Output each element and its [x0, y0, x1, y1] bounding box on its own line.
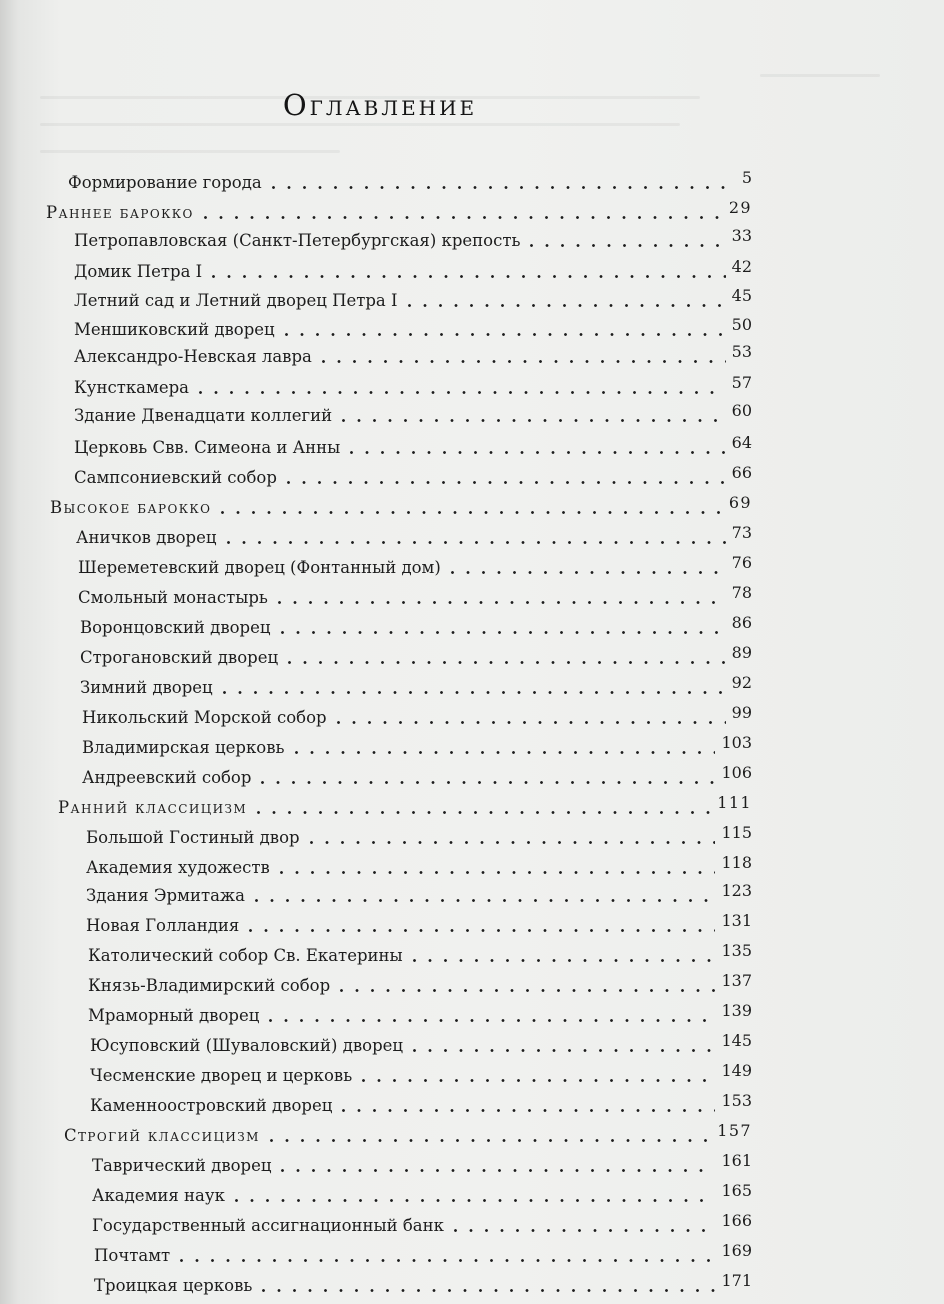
toc-row: [90, 1031, 752, 1058]
toc-page-number: 99: [731, 703, 752, 722]
toc-entry-title: Смольный монастырь: [78, 588, 268, 607]
toc-page-number: 171: [721, 1271, 752, 1290]
toc-row: [88, 1001, 752, 1028]
toc-section-row: [46, 198, 752, 225]
toc-entry-title: Петропавловская (Санкт-Петербургская) крепость: [74, 231, 521, 250]
dot-leader: [413, 944, 716, 968]
toc-row: [94, 1271, 752, 1298]
toc-section-row: [50, 493, 752, 520]
dot-leader: [281, 616, 726, 640]
toc-entry-title: Здания Эрмитажа: [86, 886, 245, 905]
toc-entry-title: Сампсониевский собор: [74, 468, 277, 487]
toc-entry-title: Новая Голландия: [86, 916, 240, 935]
toc-section-title: Раннее барокко: [46, 203, 194, 222]
dot-leader: [285, 318, 726, 342]
toc-section-row: [64, 1121, 752, 1148]
dot-leader: [280, 856, 716, 880]
toc-entry-title: Юсуповский (Шуваловский) дворец: [90, 1036, 404, 1055]
toc-page-number: 111: [717, 793, 752, 812]
toc-page-number: 118: [721, 853, 752, 872]
toc-row: [92, 1181, 752, 1208]
toc-row: [90, 1091, 752, 1118]
toc-entry-title: Зимний дворец: [80, 678, 213, 697]
dot-leader: [255, 884, 716, 908]
toc-entry-title: Академия художеств: [86, 858, 270, 877]
toc-row: [78, 553, 752, 580]
toc-row: [78, 583, 752, 610]
dot-leader: [249, 914, 715, 938]
dot-leader: [451, 556, 726, 580]
toc-entry-title: Меншиковский дворец: [74, 320, 275, 339]
toc-entry-title: Католический собор Св. Екатерины: [88, 946, 403, 965]
toc-page-number: 153: [721, 1091, 752, 1110]
dot-leader: [212, 260, 725, 284]
page-title: Оглавление: [282, 88, 478, 122]
dot-leader: [278, 586, 726, 610]
toc-page-number: 131: [721, 911, 752, 930]
toc-entry-title: Воронцовский дворец: [80, 618, 271, 637]
dot-leader: [295, 736, 716, 760]
dot-leader: [413, 1034, 715, 1058]
toc-row: [80, 673, 752, 700]
toc-entry-title: Академия наук: [92, 1186, 225, 1205]
toc-row: [86, 823, 752, 850]
dot-leader: [310, 826, 716, 850]
dot-leader: [281, 1154, 715, 1178]
dot-leader: [261, 766, 715, 790]
toc-page-number: 29: [728, 198, 752, 217]
toc-entry-title: Аничков дворец: [76, 528, 217, 547]
toc-row: [74, 257, 752, 284]
toc-entry-title: Государственный ассигнационный банк: [92, 1216, 444, 1235]
toc-row: [86, 911, 752, 938]
toc-entry-title: Троицкая церковь: [94, 1276, 253, 1295]
toc-section-title: Строгий классицизм: [64, 1126, 260, 1145]
toc-page-number: 60: [731, 401, 752, 420]
toc-row: [82, 763, 752, 790]
toc-entry-title: Князь-Владимирский собор: [88, 976, 331, 995]
toc-entry-title: Таврический дворец: [92, 1156, 272, 1175]
dot-leader: [235, 1184, 716, 1208]
toc-page-number: 45: [731, 286, 752, 305]
toc-page-number: 115: [721, 823, 752, 842]
toc-entry-title: Домик Петра I: [74, 262, 203, 281]
toc-row: [82, 703, 752, 730]
dot-leader: [342, 404, 725, 428]
toc-entry-title: Почтамт: [94, 1246, 171, 1265]
toc-page-number: 66: [731, 463, 752, 482]
toc-row: [74, 463, 752, 490]
toc-entry-title: Андреевский собор: [82, 768, 252, 787]
toc-row: [74, 226, 752, 253]
toc-page-number: 78: [731, 583, 752, 602]
toc-page-number: 33: [731, 226, 752, 245]
dot-leader: [408, 289, 726, 313]
toc-entry-title: Мраморный дворец: [88, 1006, 260, 1025]
toc-page-number: 76: [731, 553, 752, 572]
toc-row: [74, 286, 752, 313]
toc-page-number: 137: [721, 971, 752, 990]
toc-row: [74, 433, 752, 460]
dot-leader: [199, 376, 726, 400]
toc-row: [80, 643, 752, 670]
toc-page-number: 123: [721, 881, 752, 900]
toc-row: [74, 315, 752, 342]
toc-page-number: 64: [731, 433, 752, 452]
toc-row: [68, 168, 752, 195]
toc-entry-title: Формирование города: [68, 173, 262, 192]
toc-page-number: 169: [721, 1241, 752, 1260]
toc-entry-title: Шереметевский дворец (Фонтанный дом): [78, 558, 441, 577]
toc-page-number: 42: [731, 257, 752, 276]
toc-page-number: 92: [731, 673, 752, 692]
dot-leader: [257, 796, 711, 820]
toc-page-number: 57: [731, 373, 752, 392]
toc-entry-title: Здание Двенадцати коллегий: [74, 406, 333, 425]
toc-page-number: 89: [731, 643, 752, 662]
dot-leader: [337, 706, 726, 730]
dot-leader: [180, 1244, 715, 1268]
toc-row: [94, 1241, 752, 1268]
toc-page-number: 86: [731, 613, 752, 632]
toc-section-row: [58, 793, 752, 820]
toc-entry-title: Каменноостровский дворец: [90, 1096, 333, 1115]
dot-leader: [270, 1124, 711, 1148]
toc-row: [92, 1211, 752, 1238]
toc-section-title: Ранний классицизм: [58, 798, 248, 817]
toc-row: [80, 613, 752, 640]
toc-row: [74, 373, 752, 400]
toc-row: [88, 941, 752, 968]
toc-page-number: 69: [728, 493, 752, 512]
dot-leader: [269, 1004, 715, 1028]
toc-page-number: 166: [721, 1211, 752, 1230]
dot-leader: [340, 974, 715, 998]
toc-page-number: 149: [721, 1061, 752, 1080]
toc-row: [82, 733, 752, 760]
dot-leader: [362, 1064, 715, 1088]
dot-leader: [287, 466, 726, 490]
dot-leader: [262, 1274, 715, 1298]
dot-leader: [454, 1214, 716, 1238]
dot-leader: [204, 201, 723, 225]
toc-section-title: Высокое барокко: [50, 498, 212, 517]
dot-leader: [350, 436, 725, 460]
toc-page-number: 145: [721, 1031, 752, 1050]
toc-row: [92, 1151, 752, 1178]
dot-leader: [227, 526, 726, 550]
toc-page-number: 106: [721, 763, 752, 782]
toc-page-number: 139: [721, 1001, 752, 1020]
toc-page-number: 103: [721, 733, 752, 752]
dot-leader: [530, 229, 725, 253]
toc-entry-title: Строгановский дворец: [80, 648, 279, 667]
toc-entry-title: Церковь Свв. Симеона и Анны: [74, 438, 341, 457]
toc-page-number: 5: [741, 168, 752, 187]
toc-page-number: 165: [721, 1181, 752, 1200]
toc-page-number: 157: [717, 1121, 752, 1140]
toc-entry-title: Александро-Невская лавра: [74, 347, 312, 366]
toc-entry-title: Большой Гостиный двор: [86, 828, 300, 847]
dot-leader: [272, 171, 736, 195]
toc-page-number: 135: [721, 941, 752, 960]
toc-entry-title: Кунсткамера: [74, 378, 189, 397]
toc-page-number: 50: [731, 315, 752, 334]
toc-entry-title: Никольский Морской собор: [82, 708, 327, 727]
toc-row: [86, 853, 752, 880]
toc-page-number: 161: [721, 1151, 752, 1170]
toc-row: [76, 523, 752, 550]
dot-leader: [221, 496, 723, 520]
toc-row: [88, 971, 752, 998]
dot-leader: [288, 646, 726, 670]
toc-entry-title: Чесменские дворец и церковь: [90, 1066, 353, 1085]
toc-row: [90, 1061, 752, 1088]
dot-leader: [342, 1094, 715, 1118]
toc-page-number: 73: [731, 523, 752, 542]
toc-entry-title: Летний сад и Летний дворец Петра I: [74, 291, 398, 310]
dot-leader: [223, 676, 726, 700]
toc-row: [74, 342, 752, 369]
dot-leader: [322, 345, 726, 369]
toc-page-number: 53: [731, 342, 752, 361]
toc-row: [74, 401, 752, 428]
toc-row: [86, 881, 752, 908]
toc-entry-title: Владимирская церковь: [82, 738, 285, 757]
